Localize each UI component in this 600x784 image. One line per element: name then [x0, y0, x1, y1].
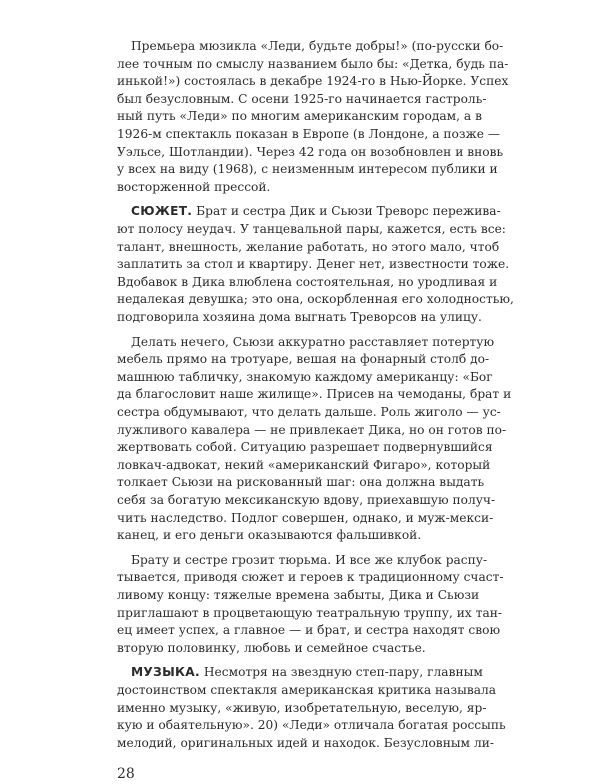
text-line: сестра обдумывают, что делать дальше. Роль жиголо — ус-: [117, 404, 501, 419]
text-line: ливому концу: тяжелые времена забыты, Дика и Сьюзи: [117, 587, 480, 602]
text-line: у всех на виду (1968), с неизменным интересом публики и: [117, 162, 498, 177]
text-line: кую и обаятельную». 20) «Леди» отличала богатая россыпь: [117, 718, 506, 733]
text-line: [117, 203, 501, 221]
text-line: машнюю табличку, знакомую каждому американцу: «Бог: [117, 369, 493, 384]
text-line: Уэльсе, Шотландии). Через 42 года он возобновлен и вновь: [117, 144, 504, 159]
text-line: канец, и его деньги оказываются фальшивкой.: [117, 528, 422, 543]
text-line: инькой!») состоялась в декабре 1924-го в Нью-Йорке. Успех: [117, 74, 509, 89]
paragraph-plot: [117, 203, 514, 326]
text-line: Делать нечего, Сьюзи аккуратно расставляет потертую: [131, 334, 495, 349]
text-line: ловкач-адвокат, некий «американский Фигаро», который: [117, 457, 491, 472]
text-line: толкает Сьюзи на рискованный шаг: она должна выдать: [117, 475, 485, 490]
text-line: именно музыку, «живую, изобретательную, веселую, яр-: [117, 700, 487, 715]
paragraph-ending: [117, 552, 504, 658]
text-line: Вдобавок в Дика влюблена состоятельная, но уродливая и: [117, 274, 498, 289]
text-line: был безусловным. С осени 1925-го начинается гастроль-: [117, 91, 487, 106]
text-line: Брату и сестре грозит тюрьма. И все же клубок распу-: [131, 552, 488, 567]
paragraph-sidewalk: [117, 334, 512, 545]
text-line-rest: Брат и сестра Дик и Сьюзи Треворс пережива-: [196, 204, 501, 219]
text-line: талант, внешность, желание работать, но этого мало, чтоб: [117, 239, 500, 254]
text-line: тывается, приводя сюжет и героев к традиционному счаст-: [117, 570, 504, 585]
text-line: ный путь «Леди» по многим американским городам, а в: [117, 109, 482, 124]
text-line-rest: Несмотря на звездную степ-пару, главным: [203, 665, 483, 680]
text-line: чить наследство. Подлог совершен, однако, и муж-мекси-: [117, 510, 494, 525]
text-line: лужливого кавалера — не привлекает Дика, но он готов по-: [117, 422, 507, 437]
paragraph-premiere: [117, 38, 509, 196]
text-line: да благословит наше жилище». Присев на чемоданы, брат и: [117, 387, 512, 402]
text-line: 1926-м спектакль показан в Европе (в Лондоне, а позже —: [117, 126, 501, 141]
paragraph-music: [117, 664, 506, 752]
text-line: подговорила хозяина дома выгнать Треворсов на улицу.: [117, 309, 482, 324]
text-line: ют полосу неудач. У танцевальной пары, кажется, есть все:: [117, 221, 506, 236]
section-heading-music: МУЗЫКА.: [131, 665, 200, 680]
text-line: недалекая девушка; это она, оскорбленная его холодностью,: [117, 292, 514, 307]
text-line: [117, 664, 483, 682]
text-line: достоинством спектакля американская критика называла: [117, 682, 497, 697]
text-line: лее точным по смыслу названием было бы: «Детка, будь па-: [117, 56, 509, 71]
text-line: приглашают в процветающую театральную труппу, их тан-: [117, 605, 503, 620]
page-number: 28: [117, 766, 135, 783]
text-line: восторженной прессой.: [117, 179, 271, 194]
text-line: жертвовать собой. Ситуацию разрешает подвернувшийся: [117, 440, 493, 455]
text-line: мелодий, оригинальных идей и находок. Безусловным ли-: [117, 735, 494, 750]
text-line: мебель прямо на тротуаре, вешая на фонарный столб до-: [117, 352, 490, 367]
text-line: Премьера мюзикла «Леди, будьте добры!» (по-русски бо-: [131, 39, 504, 53]
text-line: заплатить за стол и квартиру. Денег нет, известности тоже.: [117, 257, 510, 272]
text-line: себя за богатую мексиканскую вдову, приехавшую получ-: [117, 492, 496, 507]
section-heading-plot: СЮЖЕТ.: [131, 204, 193, 219]
text-line: вторую половинку, любовь и семейное счастье.: [117, 640, 426, 655]
text-line: ец имеет успех, а главное — и брат, и сестра находят свою: [117, 623, 501, 638]
